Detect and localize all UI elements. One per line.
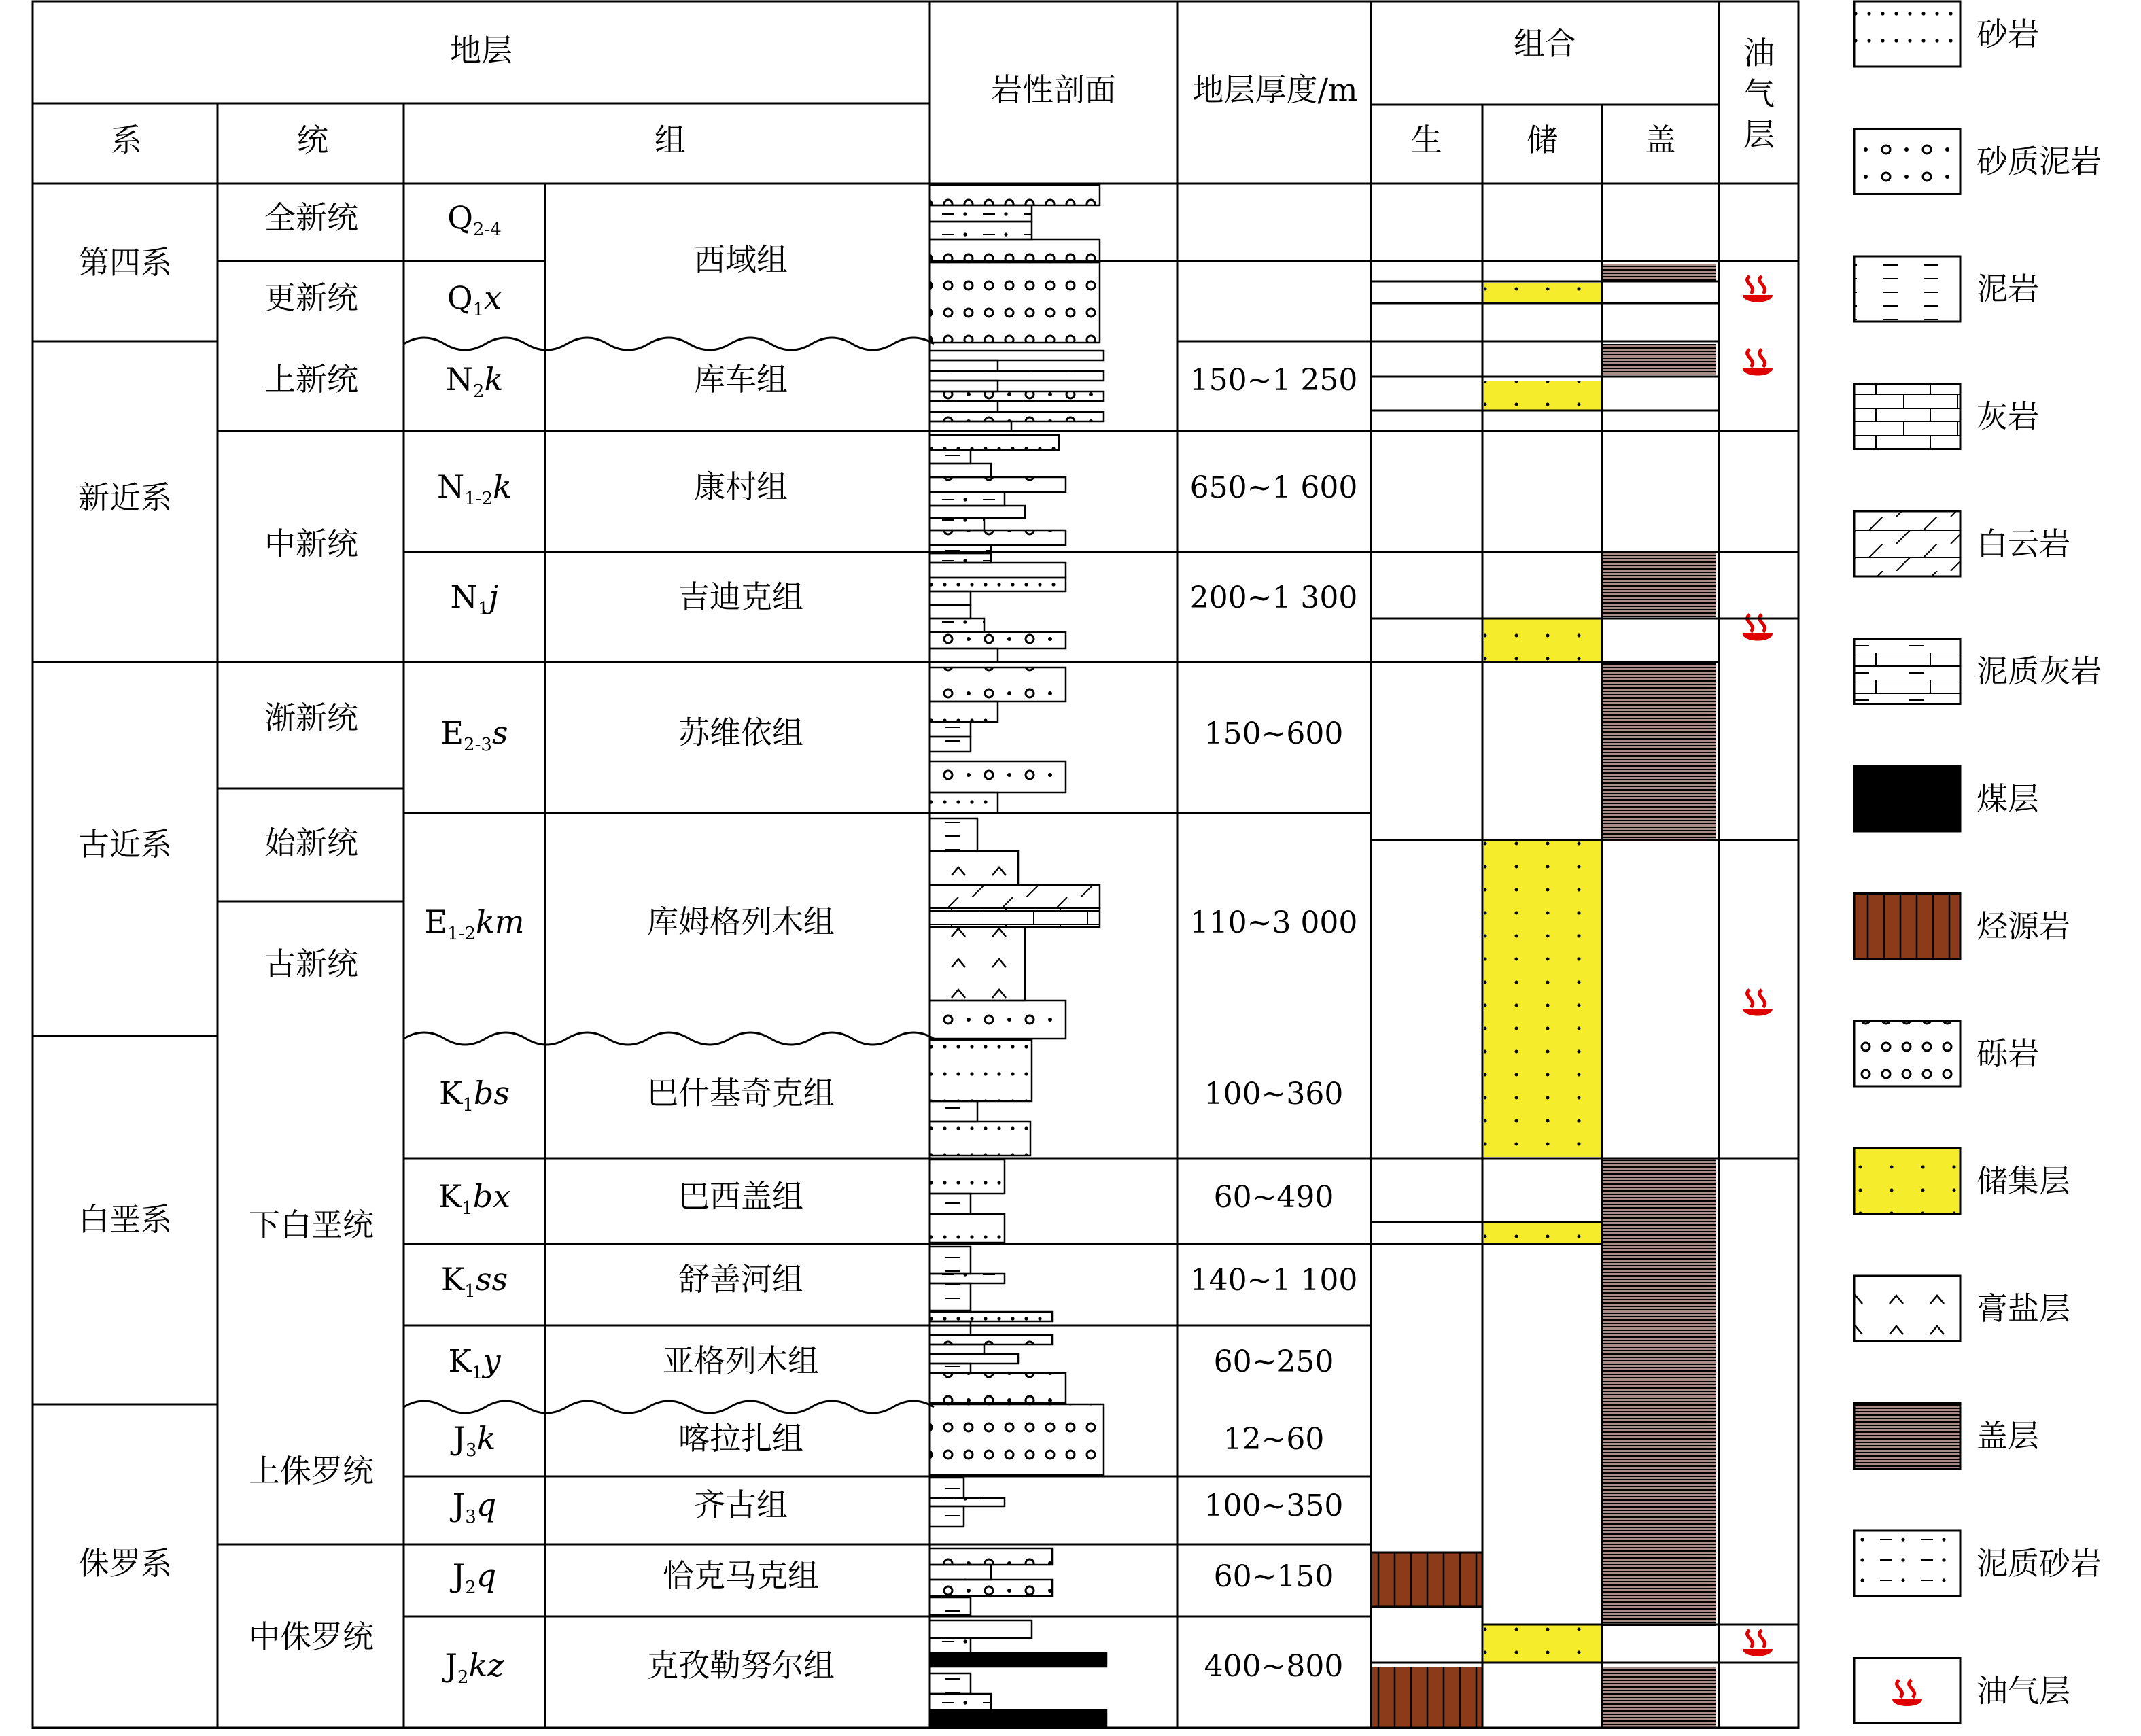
- series-name: 上侏罗统: [249, 1453, 374, 1489]
- reservoir-band: [1484, 619, 1601, 662]
- system-name: 第四系: [78, 244, 172, 281]
- system-name: 白垩系: [78, 1201, 172, 1238]
- legend-label: 灰岩: [1977, 398, 2039, 435]
- formation-name: 吉迪克组: [678, 578, 803, 615]
- argillaceous-limestone-swatch: [1854, 639, 1960, 704]
- formation-name: 巴什基奇克组: [647, 1075, 835, 1111]
- header-series: 统: [297, 122, 328, 158]
- cap-rock-swatch: [1854, 1404, 1960, 1469]
- source-rock-swatch: [1854, 894, 1960, 959]
- sandstone-swatch: [1854, 1, 1960, 67]
- gypsum-salt-swatch: [1854, 1276, 1960, 1341]
- oil-gas-icon: [1743, 349, 1773, 376]
- formation-code: $N_1j$: [450, 578, 499, 619]
- legend-item: [1854, 1021, 2039, 1086]
- series-name: 中侏罗统: [249, 1618, 374, 1655]
- system-name: 新近系: [78, 479, 172, 516]
- dolomite-swatch: [1854, 511, 1960, 576]
- legend-label: 油气层: [1977, 1672, 2070, 1709]
- formation-name: 舒善河组: [678, 1261, 803, 1298]
- seal-band: [1602, 1667, 1716, 1728]
- conglomerate-swatch: [1854, 1021, 1960, 1086]
- legend-label: 膏盐层: [1977, 1290, 2070, 1327]
- formation-thickness: 400~800: [1204, 1649, 1344, 1684]
- formation-thickness: 100~350: [1204, 1489, 1344, 1523]
- formation-name: 恰克马克组: [663, 1557, 819, 1594]
- formation-thickness: 12~60: [1223, 1422, 1325, 1457]
- legend-label: 砂岩: [1977, 16, 2039, 52]
- formation-code: $K_1bx$: [438, 1178, 511, 1219]
- legend-item: [1854, 256, 2039, 322]
- header-lithology: 岩性剖面: [991, 71, 1116, 108]
- formation-code: $N_2k$: [445, 361, 504, 402]
- reservoir-band: [1484, 283, 1601, 303]
- legend-item: [1854, 1, 2039, 67]
- assemblage-fills: [1372, 264, 1773, 1728]
- legend-label: 储集层: [1977, 1162, 2070, 1200]
- formation-thickness: 110~3 000: [1189, 905, 1358, 940]
- series-name: 下白垩统: [249, 1206, 374, 1243]
- mudstone-swatch: [1854, 256, 1960, 322]
- legend-item: [1854, 1404, 2039, 1469]
- coal-swatch: [1854, 766, 1960, 831]
- formation-name: 库姆格列木组: [647, 903, 835, 940]
- header-thickness: 地层厚度/m: [1192, 71, 1358, 108]
- legend-item: [1854, 639, 2102, 704]
- reservoir-swatch: [1854, 1149, 1960, 1214]
- series-name: 更新统: [264, 279, 358, 316]
- limestone-swatch: [1854, 384, 1960, 449]
- formation-code: $E_{1-2}km$: [424, 903, 525, 944]
- legend-label: 白云岩: [1977, 525, 2070, 562]
- formation-code: $Q_{2-4}$: [447, 199, 502, 240]
- legend-item: [1854, 894, 2070, 959]
- formation-code: $Q_1x$: [447, 279, 502, 320]
- formation-code: $E_{2-3}s$: [440, 714, 508, 755]
- legend: [1854, 1, 2102, 1724]
- legend-label: 烃源岩: [1977, 907, 2070, 945]
- legend-item: [1854, 129, 2102, 194]
- formation-name: 康村组: [694, 468, 788, 505]
- reservoir-band: [1484, 1625, 1601, 1663]
- series-name: 古新统: [264, 945, 358, 982]
- formation-code: $K_1bs$: [439, 1075, 510, 1115]
- system-name: 侏罗系: [78, 1545, 172, 1582]
- formation-thickness: 650~1 600: [1189, 470, 1358, 505]
- series-name: 中新统: [264, 525, 358, 562]
- header-oil-3: 层: [1743, 116, 1775, 153]
- reservoir-band: [1484, 381, 1601, 411]
- formation-thickness: 150~1 250: [1189, 363, 1358, 398]
- formation-name: 苏维依组: [678, 714, 803, 751]
- formation-code: $J_3q$: [452, 1487, 497, 1527]
- system-column: [78, 244, 172, 1582]
- formation-name: 齐古组: [694, 1487, 788, 1523]
- formation-name: 西域组: [694, 241, 788, 278]
- formation-code: $K_1y$: [448, 1342, 501, 1383]
- header-formation: 组: [655, 122, 686, 158]
- legend-label: 煤层: [1977, 780, 2039, 817]
- legend-item: [1854, 1531, 2102, 1596]
- seal-band: [1602, 1158, 1716, 1626]
- header-stratum: 地层: [450, 32, 512, 69]
- formation-thickness: 60~490: [1213, 1180, 1334, 1215]
- series-column: [249, 199, 374, 1655]
- formation-thickness: 200~1 300: [1189, 580, 1358, 615]
- header-row: [111, 25, 1775, 158]
- header-oil-2: 气: [1743, 75, 1775, 112]
- lithology-section: [930, 185, 1107, 1728]
- formation-code: $J_2kz$: [445, 1647, 504, 1688]
- header-reservoir: 储: [1527, 122, 1558, 158]
- argillaceous-sandstone-swatch: [1854, 1531, 1960, 1596]
- oil-gas-icon: [1743, 1630, 1773, 1656]
- formation-code: $N_{1-2}k$: [437, 468, 512, 509]
- oil-gas-icon: [1743, 276, 1773, 302]
- legend-item: [1854, 766, 2039, 831]
- formation-thickness: 60~150: [1213, 1559, 1334, 1594]
- seal-band: [1602, 264, 1716, 281]
- header-oil-1: 油: [1743, 35, 1775, 71]
- seal-band: [1602, 344, 1716, 375]
- formation-code: $K_1ss$: [440, 1261, 508, 1302]
- oil-gas-icon: [1743, 990, 1773, 1016]
- legend-item: [1854, 384, 2039, 449]
- seal-band: [1602, 552, 1716, 617]
- formation-name: 库车组: [694, 361, 788, 398]
- header-system: 系: [111, 122, 142, 158]
- formation-name: 克孜勒努尔组: [647, 1647, 835, 1684]
- legend-label: 盖层: [1977, 1417, 2039, 1455]
- formation-name: 巴西盖组: [678, 1178, 803, 1215]
- series-name: 全新统: [264, 199, 358, 236]
- header-assemblage: 组合: [1514, 25, 1576, 62]
- series-name: 始新统: [264, 824, 358, 861]
- seal-band: [1602, 663, 1716, 839]
- legend-label: 泥质灰岩: [1977, 653, 2102, 690]
- legend-item: [1854, 1149, 2070, 1214]
- formation-name: 亚格列木组: [663, 1342, 819, 1379]
- legend-item: [1854, 1659, 2070, 1724]
- formation-thickness: 140~1 100: [1189, 1263, 1358, 1298]
- system-name: 古近系: [78, 826, 172, 863]
- header-source: 生: [1411, 122, 1442, 158]
- legend-item: [1854, 1276, 2070, 1341]
- series-name: 上新统: [264, 361, 358, 398]
- formation-thickness: 100~360: [1204, 1077, 1344, 1111]
- legend-label: 砾岩: [1977, 1035, 2039, 1072]
- legend-item: [1854, 511, 2070, 576]
- header-seal: 盖: [1645, 122, 1676, 158]
- formation-thickness: 150~600: [1204, 716, 1344, 751]
- legend-label: 砂质泥岩: [1977, 143, 2102, 180]
- formation-rows: [425, 199, 1358, 1688]
- legend-label: 泥岩: [1977, 271, 2039, 307]
- formation-thickness: 60~250: [1213, 1344, 1334, 1379]
- series-name: 渐新统: [264, 699, 358, 736]
- source-band: [1372, 1667, 1482, 1728]
- formation-code: $J_2q$: [452, 1557, 497, 1598]
- legend-label: 泥质砂岩: [1977, 1545, 2102, 1582]
- sandy-mudstone-swatch: [1854, 129, 1960, 194]
- formation-name: 喀拉扎组: [678, 1420, 803, 1457]
- source-band: [1372, 1552, 1482, 1607]
- reservoir-band: [1484, 840, 1601, 1157]
- formation-code: $J_3k$: [453, 1420, 496, 1461]
- oil-gas-swatch: [1854, 1659, 1960, 1724]
- reservoir-band: [1484, 1223, 1601, 1244]
